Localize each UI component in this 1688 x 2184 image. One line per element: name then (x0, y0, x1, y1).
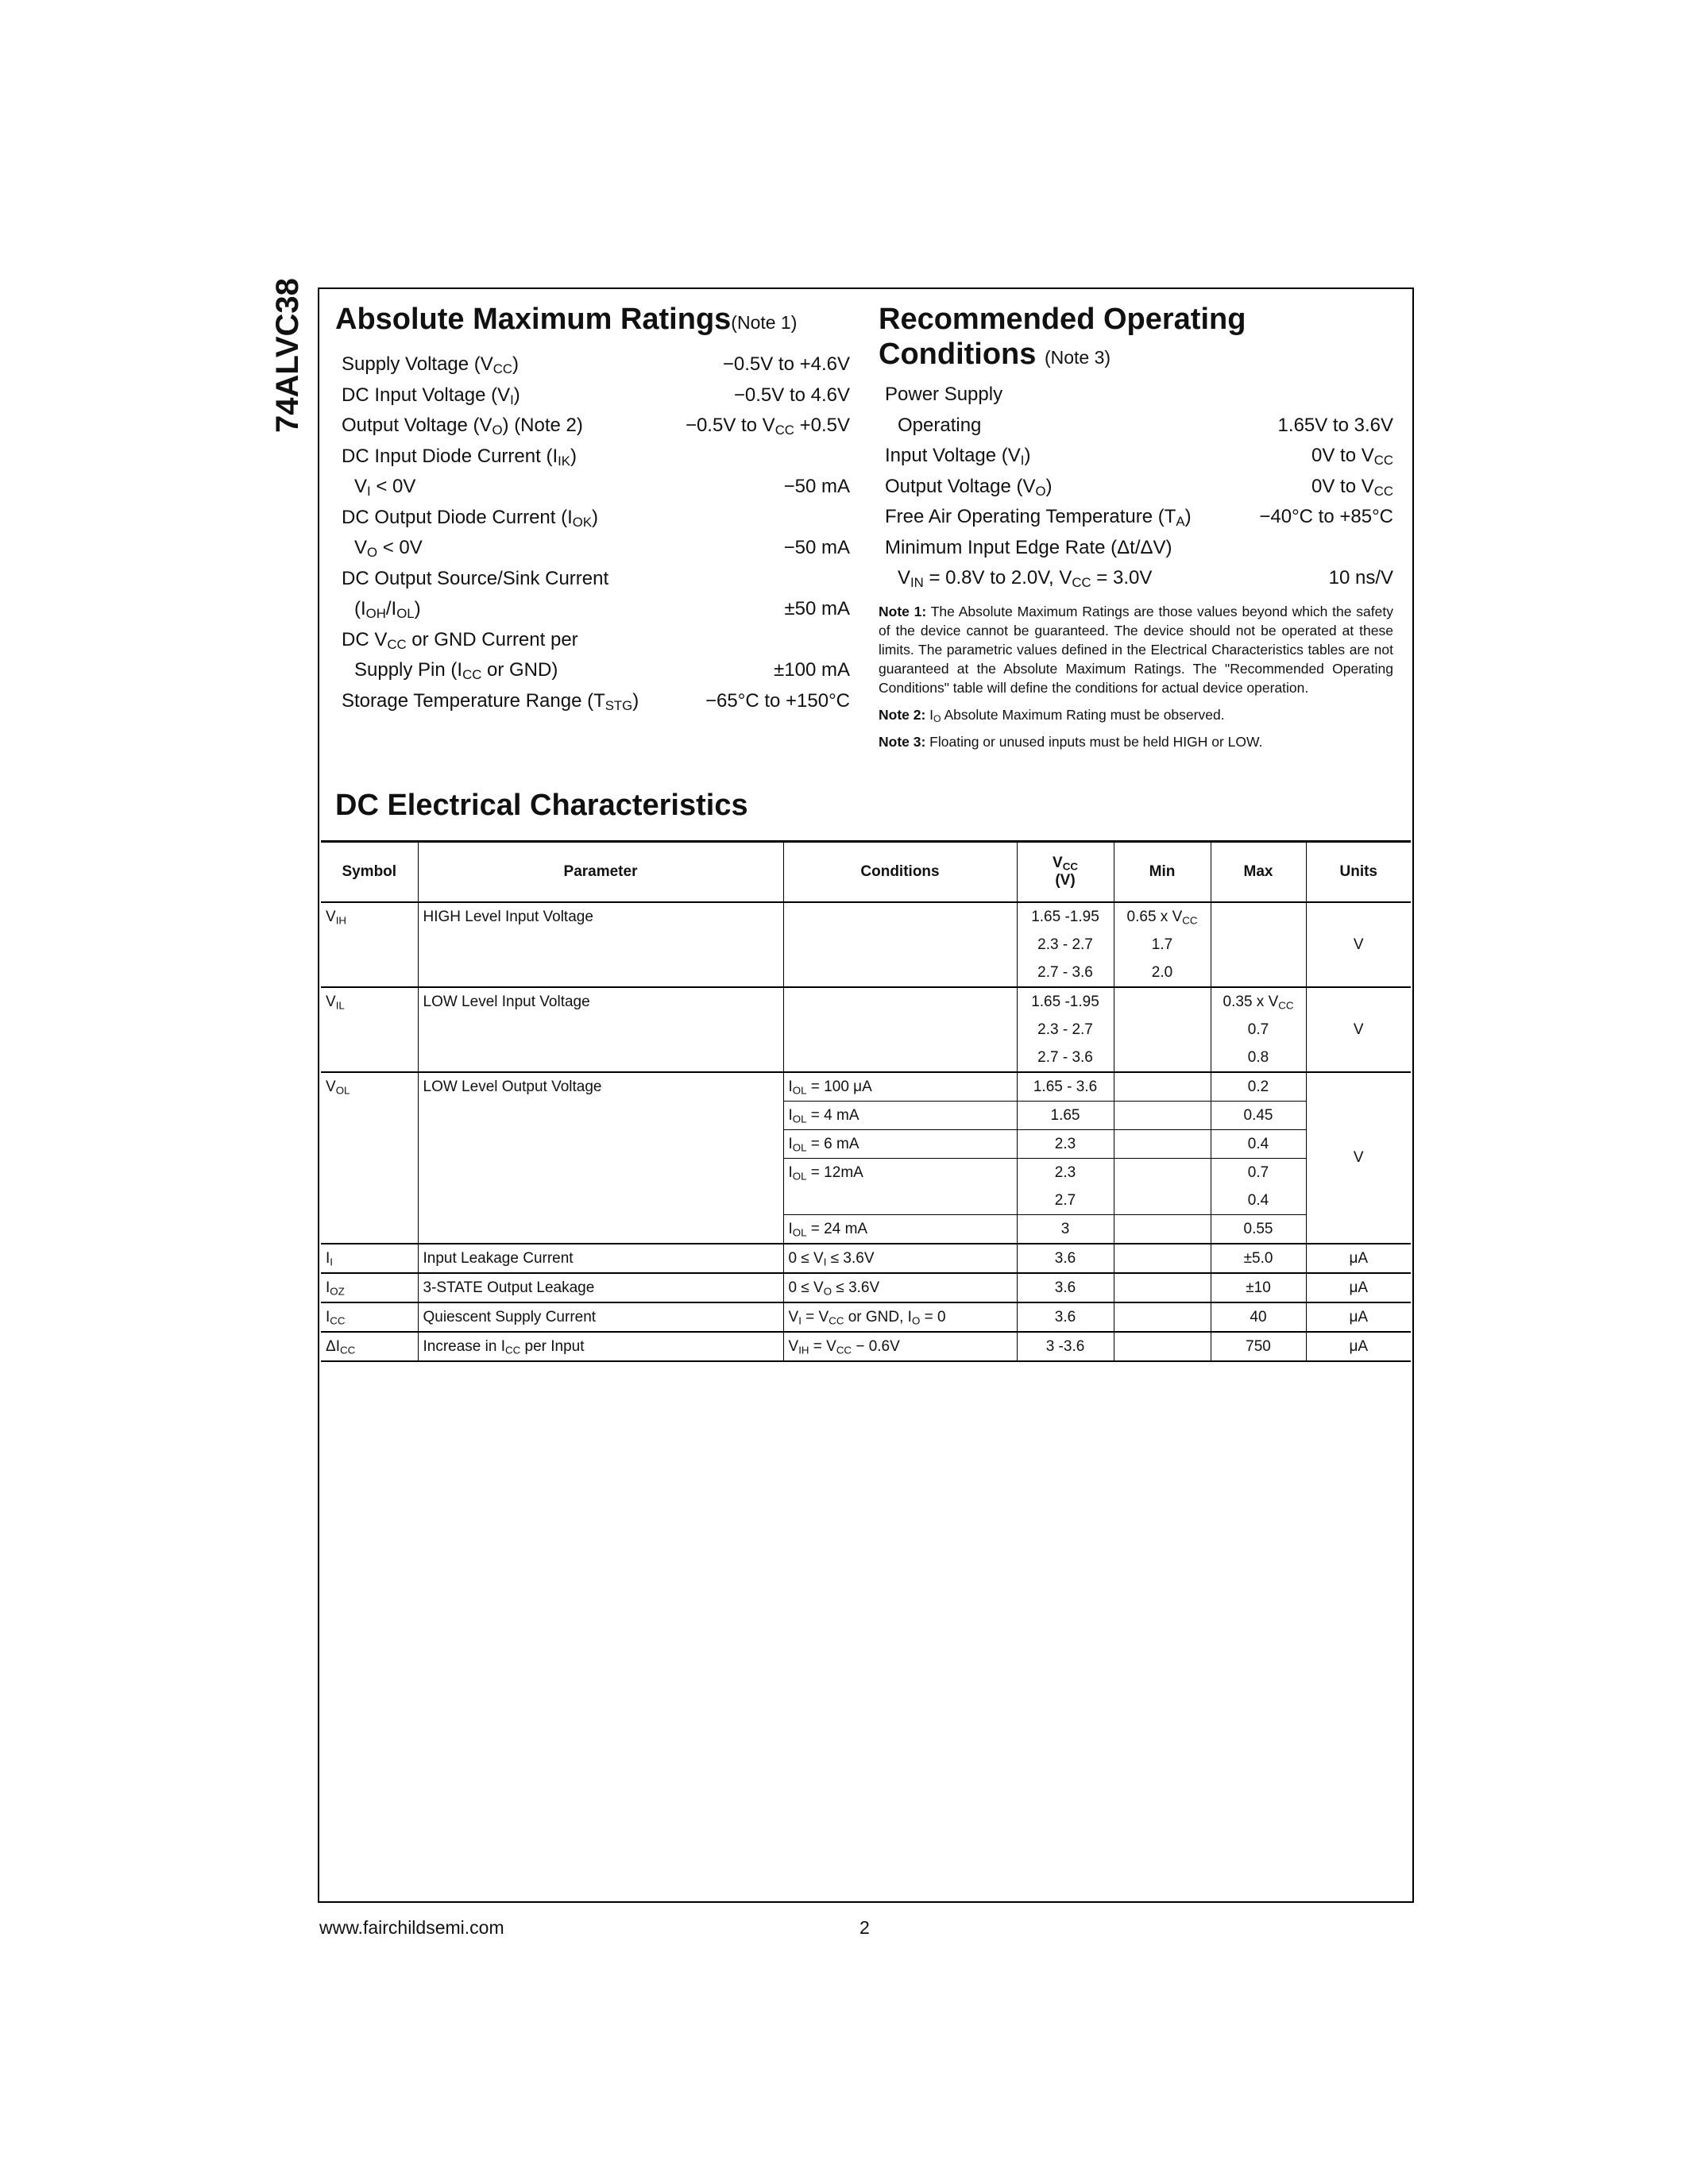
cond-line: $0 \le V_I \le 3.6V$ (788, 1250, 875, 1268)
cell-units: V (1306, 987, 1411, 1072)
cond-line (784, 931, 1017, 959)
max-line: 0.4 (1211, 1130, 1306, 1159)
rating-row (335, 686, 850, 717)
max-line: ±5.0 (1243, 1250, 1273, 1267)
rating-row (335, 503, 850, 534)
rating-row (335, 655, 850, 686)
cell-units: V (1306, 902, 1411, 987)
cell-parameter: LOW Level Input Voltage (418, 987, 783, 1072)
rating-label: $(I_{OH}/I_{OL})$ (354, 598, 421, 622)
header-symbol: Symbol (321, 842, 418, 903)
roc-list (879, 380, 1393, 594)
rating-label: $V_{IN} = 0.8V$ to 2.0V, $V_{CC} = 3.0V$ (898, 567, 1153, 591)
cell-units: μA (1306, 1302, 1411, 1332)
max-line: 0.8 (1247, 1049, 1269, 1066)
min-line: 2.0 (1151, 964, 1173, 981)
header-units: Units (1306, 842, 1411, 903)
cond-line (784, 1044, 1017, 1071)
rating-row (879, 441, 1393, 472)
header-vcc: $V_{CC}$ (V) (1017, 842, 1114, 903)
vcc-line: 2.3 (1054, 1164, 1076, 1181)
cell-parameter: Quiescent Supply Current (418, 1302, 783, 1332)
cell-conditions (783, 1273, 1017, 1302)
table-row (321, 1332, 1411, 1361)
min-line (1114, 1333, 1211, 1360)
note-paragraph: Note 1: The Absolute Maximum Ratings are those values beyond which the safety of the device cannot be guaranteed. The device should not be operated at these limits. The parametric values defined in the Electrical Characteristics tables are not guaranteed at the Absolute Maximum Ratings. The "Recommended Operating Conditions" table will define the conditions for actual device operation. (879, 603, 1393, 696)
max-line: 0.45 (1211, 1102, 1306, 1130)
max-line: 0.35 x $V_{CC}$ (1223, 994, 1294, 1012)
rating-label: $V_O < 0V$ (354, 537, 423, 561)
min-line (1114, 1102, 1211, 1130)
vcc-line: 1.65 - 3.6 (1018, 1073, 1114, 1102)
cell-symbol: $I_{OZ}$ (321, 1273, 418, 1302)
rating-value: ±50 mA (784, 598, 850, 620)
cell-symbol: $V_{IH}$ (321, 902, 418, 987)
rating-row (335, 594, 850, 625)
max-line: 750 (1246, 1338, 1271, 1355)
cond-line (784, 988, 1017, 1016)
recommended-operating-conditions-section (879, 302, 1393, 759)
rating-row (879, 533, 1393, 564)
dc-characteristics-table (321, 840, 1411, 1362)
vcc-line: 2.3 - 2.7 (1037, 1021, 1093, 1038)
max-line (1211, 959, 1306, 986)
note-paragraph: Note 2: $I_O$ Absolute Maximum Rating must be observed. (879, 706, 1225, 724)
rating-value: −50 mA (783, 476, 850, 498)
cell-max (1211, 1302, 1306, 1332)
rating-value: 0V to $V_{CC}$ (1311, 445, 1393, 469)
min-line (1114, 1073, 1211, 1102)
rating-label: Supply Pin ($I_{CC}$ or GND) (354, 659, 558, 683)
vcc-line: 3.6 (1054, 1250, 1076, 1267)
cond-line: $I_{OL} = 24$ mA (788, 1221, 868, 1239)
max-line: 0.7 (1247, 1164, 1269, 1181)
note-paragraph: Note 3: Floating or unused inputs must be held HIGH or LOW. (879, 733, 1263, 750)
rating-label: $V_I < 0V$ (354, 476, 416, 500)
min-line (1114, 1215, 1211, 1243)
vcc-line: 3 -3.6 (1045, 1338, 1085, 1355)
rating-row (335, 564, 850, 595)
rating-row (335, 472, 850, 503)
cell-min (1114, 902, 1211, 987)
cell-min (1114, 987, 1211, 1072)
footer-website: www.fairchildsemi.com (319, 1917, 504, 1938)
amr-heading: Absolute Maximum Ratings(Note 1) (335, 303, 798, 336)
rating-label: Minimum Input Edge Rate (Δt/ΔV) (885, 536, 1172, 558)
cell-parameter: HIGH Level Input Voltage (418, 902, 783, 987)
cell-symbol: $I_I$ (321, 1244, 418, 1273)
header-conditions: Conditions (783, 842, 1017, 903)
cell-parameter: LOW Level Output Voltage (418, 1072, 783, 1244)
rating-label: Output Voltage $(V_O)$ (Note 2) (342, 415, 583, 438)
table-row (321, 1302, 1411, 1332)
rating-row (335, 411, 850, 442)
min-line (1114, 1244, 1211, 1272)
cell-symbol: $\Delta I_{CC}$ (321, 1332, 418, 1361)
rating-row (879, 502, 1393, 533)
cell-units: μA (1306, 1273, 1411, 1302)
cell-vcc (1017, 1332, 1114, 1361)
max-line: ±10 (1246, 1279, 1271, 1296)
min-line (1114, 1130, 1211, 1159)
cell-parameter: Input Leakage Current (418, 1244, 783, 1273)
cond-line (784, 903, 1017, 931)
min-line (1114, 1187, 1211, 1215)
cell-min (1114, 1302, 1211, 1332)
cell-units: μA (1306, 1332, 1411, 1361)
cell-conditions (783, 987, 1017, 1072)
cond-line (784, 1016, 1017, 1044)
vcc-line: 2.7 - 3.6 (1037, 1049, 1093, 1066)
table-row (321, 987, 1411, 1072)
vcc-line: 1.65 (1018, 1102, 1114, 1130)
rating-label: Free Air Operating Temperature $(T_A)$ (885, 506, 1192, 530)
rating-row (879, 563, 1393, 594)
vcc-line: 3 (1060, 1221, 1070, 1237)
roc-heading: Recommended Operating Conditions (Note 3) (879, 303, 1246, 371)
cell-conditions (783, 1302, 1017, 1332)
max-line: 0.2 (1211, 1073, 1306, 1102)
vcc-line: 2.3 (1018, 1130, 1114, 1159)
table-row (321, 1273, 1411, 1302)
max-line: 0.7 (1247, 1021, 1269, 1038)
rating-row (335, 533, 850, 564)
rating-value: 0V to $V_{CC}$ (1311, 475, 1393, 499)
part-number-text: 74ALVC38 (270, 278, 305, 433)
min-line (1114, 1044, 1211, 1071)
rating-label: DC Output Diode Current $(I_{OK})$ (342, 506, 599, 530)
rating-row (335, 380, 850, 411)
rating-label: DC Output Source/Sink Current (342, 567, 609, 589)
notes-block (879, 602, 1393, 751)
vcc-line: 3.6 (1054, 1279, 1076, 1296)
min-line: 0.65 x $V_{CC}$ (1126, 909, 1198, 927)
rating-row (335, 349, 850, 380)
cell-units: μA (1306, 1244, 1411, 1273)
cell-min (1114, 1332, 1211, 1361)
max-line: 40 (1250, 1309, 1267, 1325)
rating-label: DC Input Voltage $(V_I)$ (342, 384, 520, 407)
rating-label: Supply Voltage $(V_{CC})$ (342, 353, 520, 377)
cond-line (784, 1187, 1017, 1215)
cell-vcc (1017, 902, 1114, 987)
cell-vcc (1017, 1302, 1114, 1332)
rating-row (335, 625, 850, 656)
vcc-line: 1.65 -1.95 (1031, 994, 1099, 1010)
cond-line: $V_I = V_{CC}$ or GND, $I_O = 0$ (788, 1309, 946, 1327)
rating-value: −50 mA (783, 537, 850, 559)
rating-value: −0.5V to +4.6V (722, 353, 850, 376)
vcc-line: 2.3 - 2.7 (1037, 936, 1093, 953)
max-line: 0.55 (1243, 1221, 1273, 1237)
rating-label: Operating (898, 414, 982, 436)
cell-max (1211, 987, 1306, 1072)
min-line: 1.7 (1151, 936, 1173, 953)
min-line (1114, 1159, 1211, 1187)
rating-row (879, 472, 1393, 503)
rating-value: −0.5V to 4.6V (733, 384, 850, 406)
vcc-line: 1.65 -1.95 (1031, 909, 1099, 925)
cell-parameter: Increase in $I_{CC}$ per Input (418, 1332, 783, 1361)
max-line (1211, 931, 1306, 959)
min-line (1114, 988, 1211, 1016)
cell-min (1114, 1244, 1211, 1273)
header-min: Min (1114, 842, 1211, 903)
max-line (1211, 903, 1306, 931)
cond-line: $I_{OL} = 6$ mA (784, 1130, 1017, 1159)
dc-heading: DC Electrical Characteristics (335, 789, 748, 822)
table-row (321, 1072, 1411, 1244)
min-line (1114, 1016, 1211, 1044)
cell-units: V (1306, 1072, 1411, 1244)
cell-vcc (1017, 1072, 1114, 1244)
rating-row (879, 380, 1393, 411)
rating-label: Input Voltage $(V_I)$ (885, 445, 1031, 469)
cond-line: $I_{OL} = 100$ μA (784, 1073, 1017, 1102)
cell-vcc (1017, 1273, 1114, 1302)
cell-max (1211, 1332, 1306, 1361)
cell-max (1211, 902, 1306, 987)
table-row (321, 902, 1411, 987)
cell-symbol: $V_{OL}$ (321, 1072, 418, 1244)
table-row (321, 1244, 1411, 1273)
cell-min (1114, 1072, 1211, 1244)
cell-symbol: $I_{CC}$ (321, 1302, 418, 1332)
cell-max (1211, 1072, 1306, 1244)
cond-line (784, 959, 1017, 986)
cell-vcc (1017, 987, 1114, 1072)
vcc-line: 2.7 (1018, 1187, 1114, 1215)
rating-label: Power Supply (885, 384, 1003, 406)
cond-line: $I_{OL} = 12mA$ (788, 1164, 863, 1183)
rating-label: DC $V_{CC}$ or GND Current per (342, 628, 578, 652)
rating-value: −40°C to +85°C (1259, 506, 1393, 528)
cond-line: $I_{OL} = 4$ mA (784, 1102, 1017, 1130)
rating-value: −0.5V to $V_{CC} +0.5V$ (685, 415, 850, 438)
min-line (1114, 1274, 1211, 1302)
absolute-maximum-ratings-section (335, 302, 850, 716)
cell-vcc (1017, 1244, 1114, 1273)
cell-parameter: 3-STATE Output Leakage (418, 1273, 783, 1302)
amr-list (335, 349, 850, 716)
vcc-line: 3.6 (1054, 1309, 1076, 1325)
cell-max (1211, 1244, 1306, 1273)
header-parameter: Parameter (418, 842, 783, 903)
cell-conditions (783, 1072, 1017, 1244)
rating-label: Storage Temperature Range $(T_{STG})$ (342, 689, 639, 713)
rating-label: DC Input Diode Current $(I_{IK})$ (342, 445, 577, 469)
cell-min (1114, 1273, 1211, 1302)
min-line (1114, 1303, 1211, 1331)
cell-conditions (783, 1244, 1017, 1273)
rating-value: −65°C to +150°C (705, 689, 850, 712)
rating-label: Output Voltage $(V_O)$ (885, 475, 1053, 499)
rating-value: ±100 mA (774, 659, 850, 681)
cell-conditions (783, 902, 1017, 987)
footer-page-number: 2 (859, 1917, 870, 1938)
header-max: Max (1211, 842, 1306, 903)
rating-value: 10 ns/V (1328, 567, 1393, 589)
cond-line: $0 \le V_O \le 3.6V$ (788, 1279, 880, 1298)
cond-line: $V_{IH} = V_{CC} - 0.6V$ (788, 1338, 900, 1356)
cell-max (1211, 1273, 1306, 1302)
max-line: 0.4 (1211, 1187, 1306, 1215)
vcc-line: 2.7 - 3.6 (1037, 964, 1093, 981)
rating-row (879, 411, 1393, 442)
rating-value: 1.65V to 3.6V (1277, 414, 1393, 436)
cell-conditions (783, 1332, 1017, 1361)
rating-row (335, 442, 850, 473)
cell-symbol: $V_{IL}$ (321, 987, 418, 1072)
